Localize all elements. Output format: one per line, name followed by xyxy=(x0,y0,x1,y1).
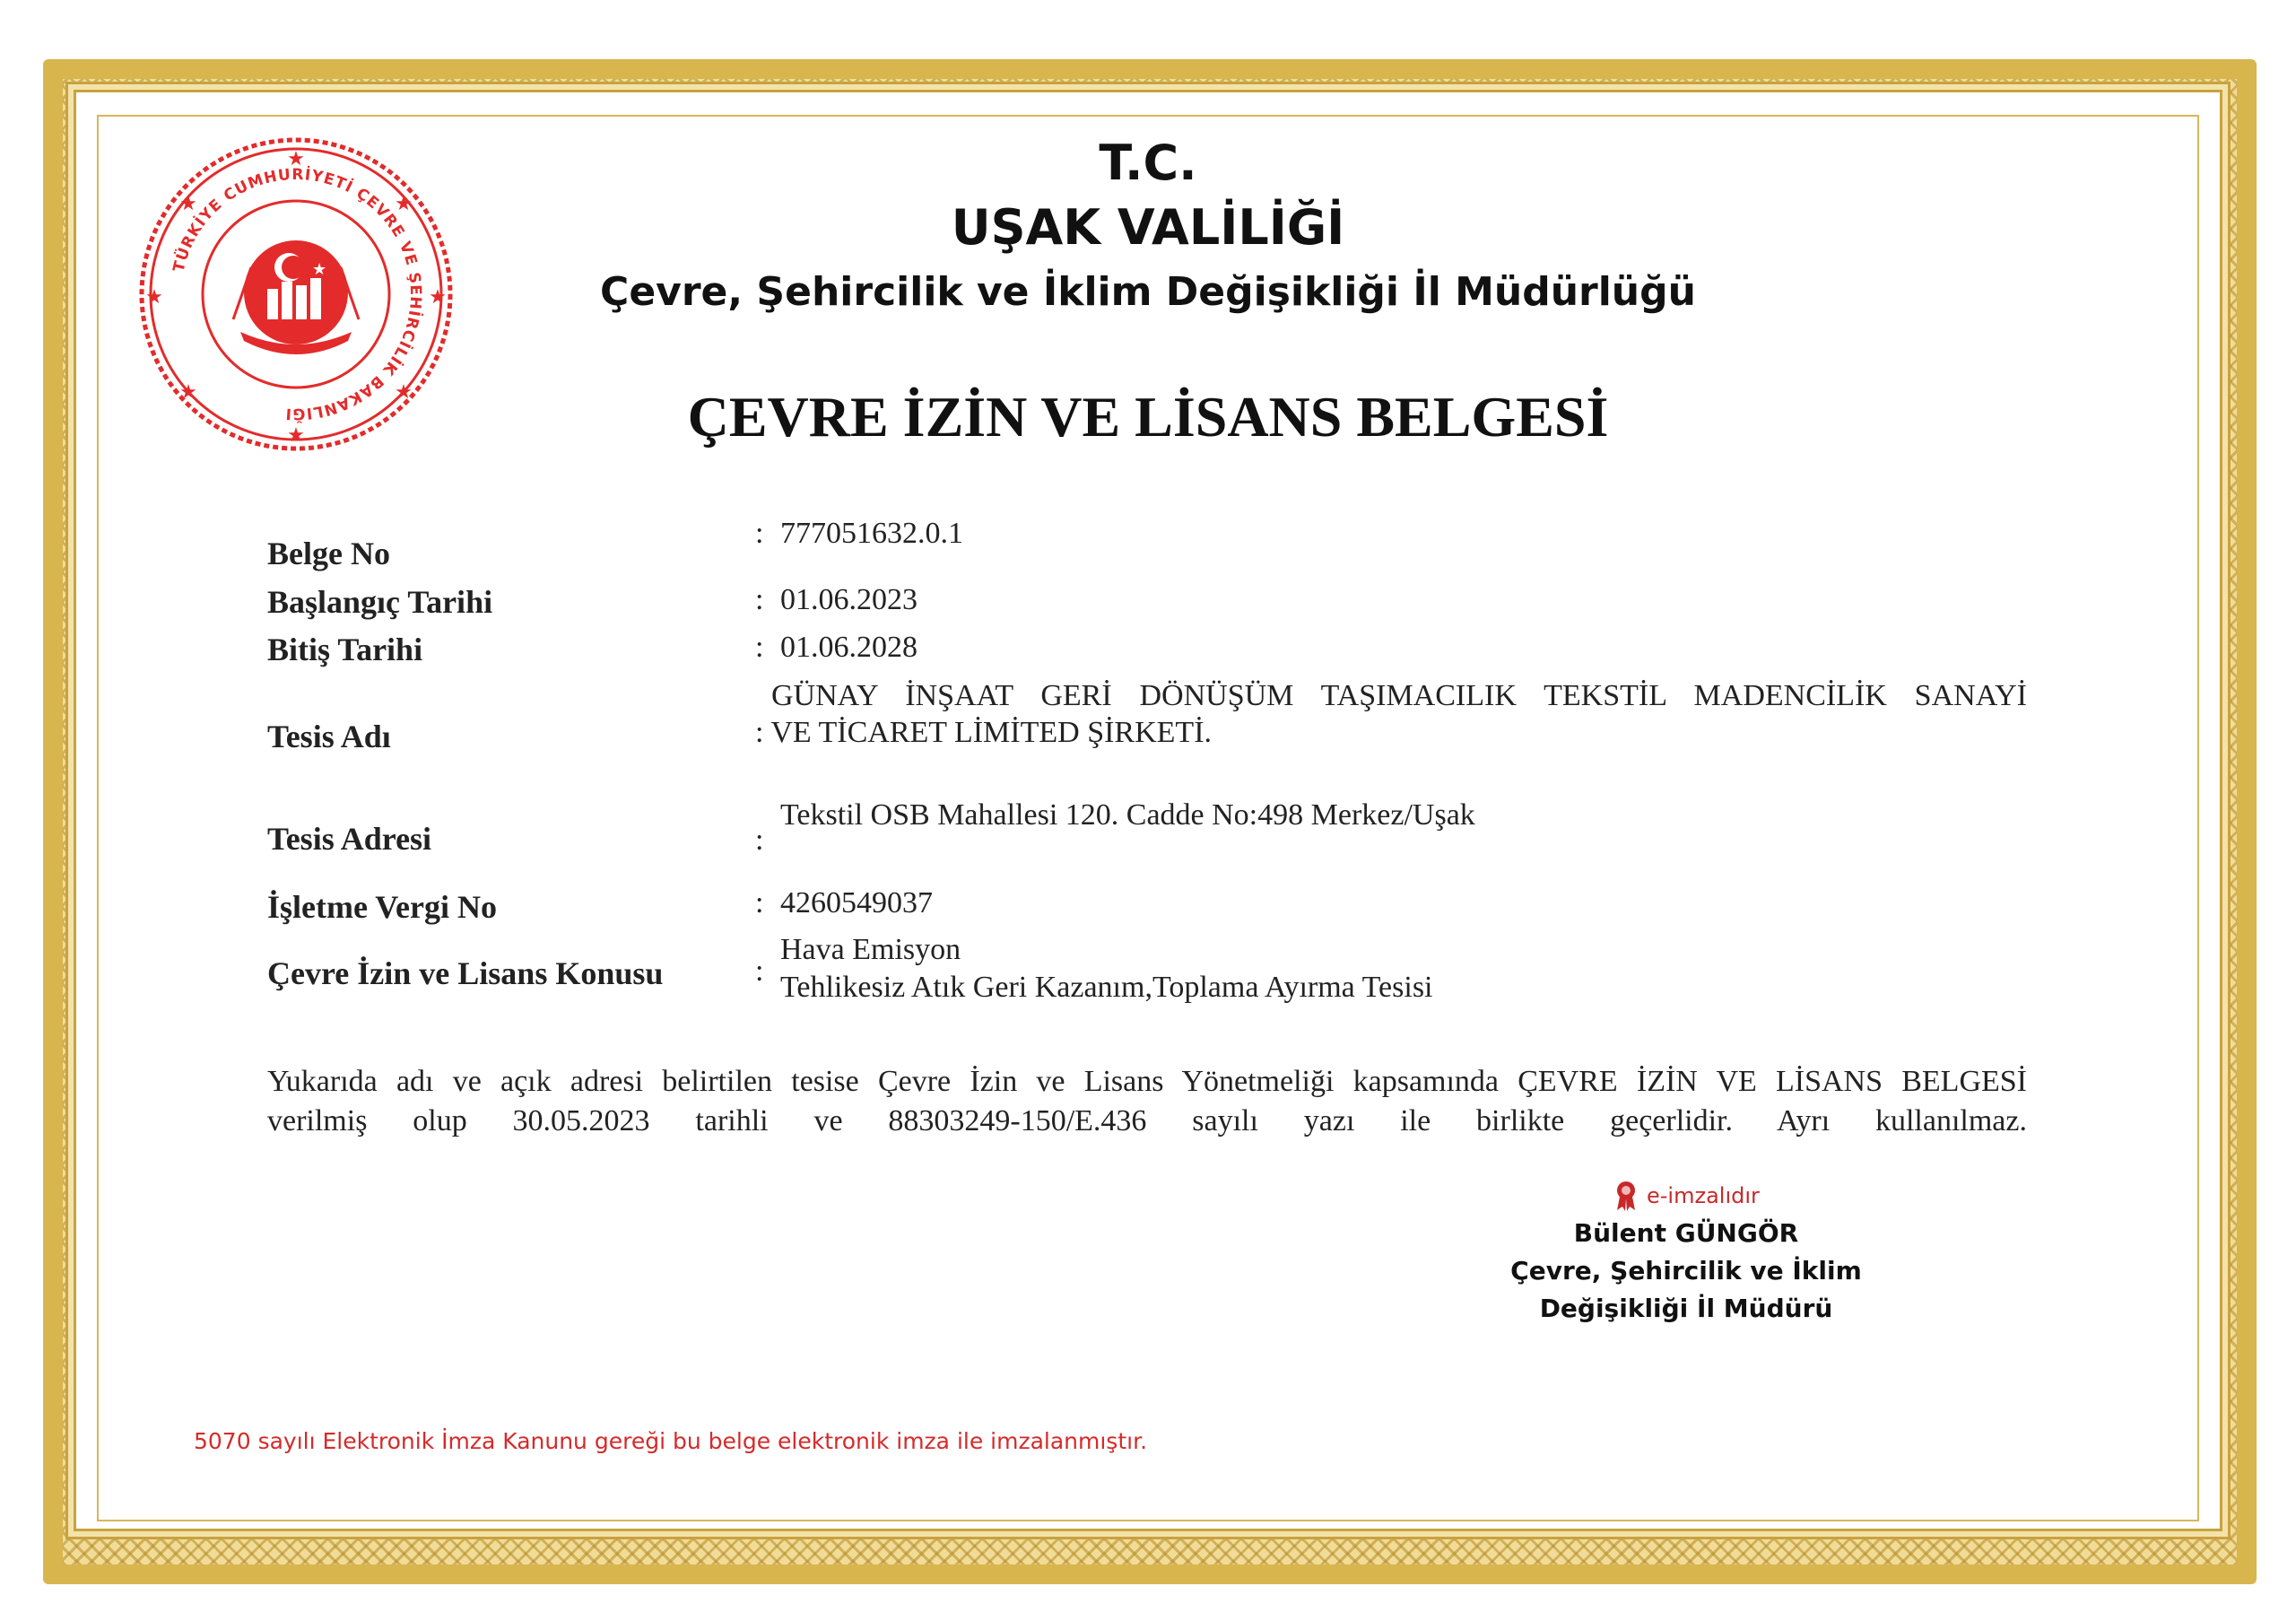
baslangic-value: 01.06.2023 xyxy=(780,583,918,616)
document-title: ÇEVRE İZİN VE LİSANS BELGESİ xyxy=(687,385,1609,449)
tesis-adresi-label: Tesis Adresi xyxy=(267,821,432,857)
svg-text:★: ★ xyxy=(429,285,447,308)
belge-no-colon: : xyxy=(755,517,764,550)
belge-no-value: 777051632.0.1 xyxy=(780,517,963,550)
paragraph-line2: verilmiş olup 30.05.2023 tarihli ve 88303249-150/E.436 sayılı yazı ile birlikte geçerlidir. Ayrı kullanılmaz. xyxy=(267,1104,2027,1137)
signer-title-line2: Değişikliği İl Müdürü xyxy=(1539,1294,1833,1323)
e-signature-law-note: 5070 sayılı Elektronik İmza Kanunu gereği bu belge elektronik imza ile imzalanmıştır. xyxy=(194,1428,1148,1454)
svg-text:★: ★ xyxy=(287,147,305,170)
e-signature-badge xyxy=(1614,1181,1760,1211)
header-tc: T.C. xyxy=(1099,135,1197,191)
signer-title-line1: Çevre, Şehircilik ve İklim xyxy=(1510,1256,1862,1285)
validity-paragraph xyxy=(267,1062,2027,1141)
konu-value-line2: Tehlikesiz Atık Geri Kazanım,Toplama Ayırma Tesisi xyxy=(780,971,1433,1004)
tesis-adresi-colon: : xyxy=(755,824,764,857)
svg-text:★: ★ xyxy=(395,192,413,214)
konu-value-line1: Hava Emisyon xyxy=(780,933,961,966)
tesis-adi-label: Tesis Adı xyxy=(267,719,391,754)
vergi-no-value: 4260549037 xyxy=(780,886,933,919)
tesis-adi-value-line2: : VE TİCARET LİMİTED ŞİRKETİ. xyxy=(755,716,1213,749)
paragraph-line1: Yukarıda adı ve açık adresi belirtilen tesise Çevre İzin ve Lisans Yönetmeliği kapsamında ÇEVRE İZİN VE LİSANS BELGESİ xyxy=(267,1065,2027,1098)
baslangic-label: Başlangıç Tarihi xyxy=(267,584,493,620)
svg-text:★: ★ xyxy=(287,423,305,446)
signer-name: Bülent GÜNGÖR xyxy=(1573,1218,1799,1248)
vergi-no-colon: : xyxy=(755,886,764,919)
svg-text:★: ★ xyxy=(179,380,197,403)
ribbon-badge-icon xyxy=(1614,1181,1638,1211)
bitis-value: 01.06.2028 xyxy=(780,631,918,664)
konu-colon: : xyxy=(755,954,764,988)
svg-text:★: ★ xyxy=(145,285,163,308)
baslangic-colon: : xyxy=(755,583,764,616)
svg-text:★: ★ xyxy=(395,380,413,403)
svg-text:TÜRKİYE CUMHURİYETİ ÇEVRE VE Ş: TÜRKİYE CUMHURİYETİ ÇEVRE VE ŞEHİRCİLİK BAKANLIĞI xyxy=(170,165,425,423)
header-directorate: Çevre, Şehircilik ve İklim Değişikliği İl Müdürlüğü xyxy=(600,269,1696,315)
svg-text:★: ★ xyxy=(312,260,327,278)
konu-label: Çevre İzin ve Lisans Konusu xyxy=(267,955,664,991)
tesis-adi-value-line1: GÜNAY İNŞAAT GERİ DÖNÜŞÜM TAŞIMACILIK TEKSTİL MADENCİLİK SANAYİ xyxy=(771,679,2027,712)
belge-no-label: Belge No xyxy=(267,536,390,571)
header-governorship: UŞAK VALİLİĞİ xyxy=(951,199,1345,256)
vergi-no-label: İşletme Vergi No xyxy=(267,889,497,925)
bitis-colon: : xyxy=(755,631,764,664)
e-signature-label: e-imzalıdır xyxy=(1647,1183,1760,1208)
tesis-adresi-value: Tekstil OSB Mahallesi 120. Cadde No:498 Merkez/Uşak xyxy=(780,798,1475,832)
svg-text:★: ★ xyxy=(179,192,197,214)
bitis-label: Bitiş Tarihi xyxy=(267,632,423,667)
